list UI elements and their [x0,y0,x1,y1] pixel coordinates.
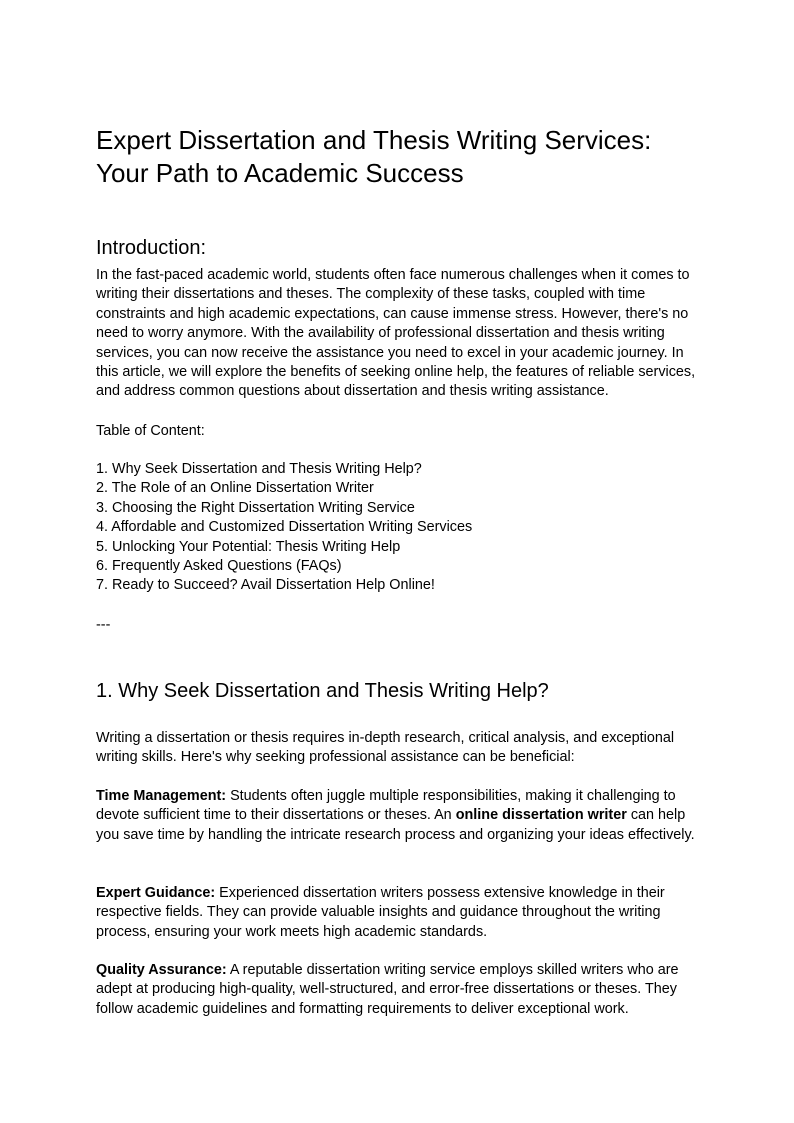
quality-assurance-label: Quality Assurance: [96,962,227,978]
intro-heading: Introduction: [96,237,207,259]
expert-guidance-text: Experienced dissertation writers possess extensive knowledge in their respective fields. They can provide valuable insights and guidance throughout the writing process, ensuring your work meets high academic standards. [96,885,665,940]
time-management-text-after: can help you save time by handling the intricate research process and organizing your ideas effectively. [96,807,695,843]
toc-item: 4. Affordable and Customized Dissertation Writing Services [96,519,473,536]
expert-guidance-paragraph [96,884,706,942]
expert-guidance-label: Expert Guidance: [96,885,216,901]
title-line-1: Expert Dissertation and Thesis Writing Services: [96,125,652,155]
toc-label: Table of Content: [96,423,205,439]
time-management-label: Time Management: [96,788,227,804]
time-management-text-before: Students often juggle multiple responsibilities, making it challenging to devote sufficient time to their dissertations or theses. An [96,788,676,824]
toc-item: 5. Unlocking Your Potential: Thesis Writing Help [96,538,401,555]
toc-item: 3. Choosing the Right Dissertation Writing Service [96,499,415,516]
separator: --- [96,617,111,633]
quality-assurance-paragraph [96,961,706,1019]
toc-item: 2. The Role of an Online Dissertation Writer [96,480,374,497]
intro-paragraph: In the fast-paced academic world, students often face numerous challenges when it comes to writing their dissertations and theses. The complexity of these tasks, coupled with time constraints and high academic expectations, can cause immense stress. However, there's no need to worry anymore. With the availability of professional dissertation and thesis writing services, you can now receive the assistance you need to excel in your academic journey. In this article, we will explore the benefits of seeking online help, the features of reliable services, and address common questions about dissertation and thesis writing assistance. [96,267,696,400]
section1-heading: 1. Why Seek Dissertation and Thesis Writing Help? [96,680,549,702]
section1-intro: Writing a dissertation or thesis requires in-depth research, critical analysis, and exceptional writing skills. Here's why seeking professional assistance can be beneficial: [96,730,675,766]
time-management-paragraph [96,787,706,845]
toc-list [96,460,706,596]
online-dissertation-writer-phrase: online dissertation writer [455,807,627,824]
document-title [96,124,706,190]
toc-item: 6. Frequently Asked Questions (FAQs) [96,558,342,575]
toc-item: 1. Why Seek Dissertation and Thesis Writing Help? [96,461,422,477]
quality-assurance-text: A reputable dissertation writing service employs skilled writers who are adept at producing high-quality, well-structured, and error-free dissertations or theses. They follow academic guidelines and formatting requirements to deliver exceptional work. [96,962,679,1017]
title-line-2: Your Path to Academic Success [96,158,464,188]
toc-item: 7. Ready to Succeed? Avail Dissertation Help Online! [96,577,435,594]
